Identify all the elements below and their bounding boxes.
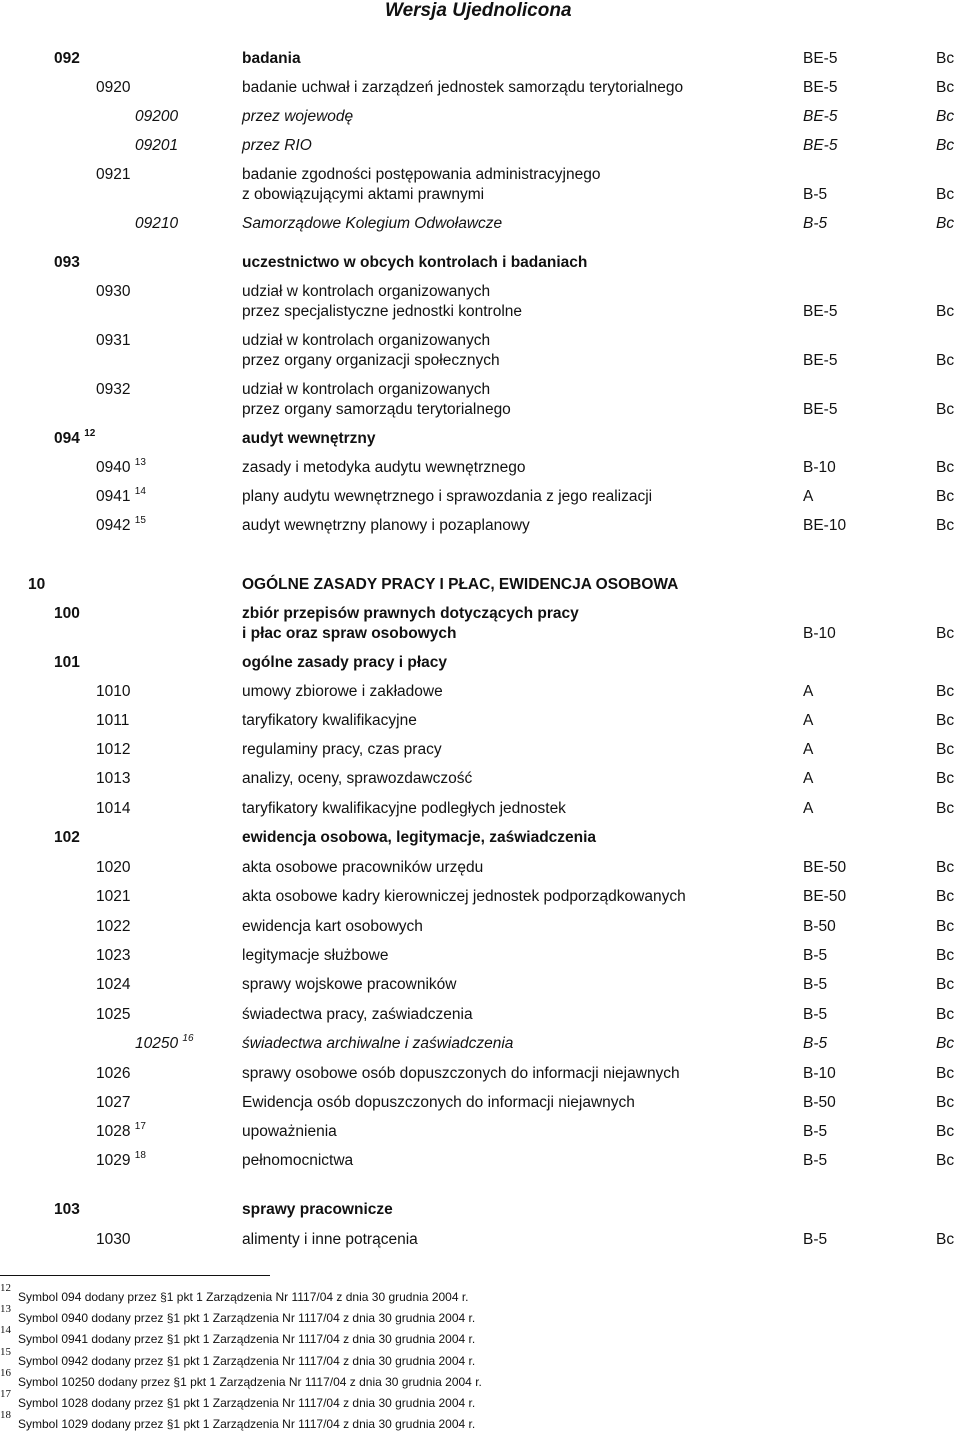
cell-category: Bc bbox=[936, 770, 955, 787]
archive-category: A bbox=[803, 712, 814, 729]
archive-category: B-10 bbox=[803, 1065, 836, 1082]
table-row bbox=[0, 1005, 960, 1025]
footnote-number: 16 bbox=[0, 1366, 11, 1379]
row-symbol bbox=[54, 828, 80, 848]
row-description: udział w kontrolach organizowanych bbox=[242, 381, 491, 398]
symbol-code: 1012 bbox=[96, 741, 131, 758]
symbol-code: 1029 bbox=[96, 1152, 131, 1169]
row-symbol bbox=[135, 107, 178, 127]
footnote-text: Symbol 10250 dodany przez §1 pkt 1 Zarządzenia Nr 1117/04 z dnia 30 grudnia 2004 r. bbox=[18, 1374, 482, 1389]
archive-category: A bbox=[803, 741, 814, 758]
row-description: plany audytu wewnętrznego i sprawozdania z jego realizacji bbox=[242, 488, 653, 505]
footnote-number: 12 bbox=[0, 1282, 11, 1294]
table-row bbox=[0, 1064, 960, 1084]
archive-category: B-50 bbox=[803, 1094, 836, 1111]
table-row bbox=[0, 458, 960, 478]
row-symbol bbox=[96, 1064, 130, 1084]
row-symbol bbox=[96, 331, 130, 351]
table-row bbox=[0, 604, 960, 644]
cell-category: Bc bbox=[936, 488, 955, 505]
archive-category: BE-5 bbox=[803, 79, 838, 96]
symbol-code: 1028 bbox=[96, 1123, 131, 1140]
row-description: regulaminy pracy, czas pracy bbox=[242, 741, 442, 758]
row-description: taryfikatory kwalifikacyjne podległych jednostek bbox=[242, 800, 566, 817]
row-symbol bbox=[96, 282, 130, 302]
symbol-code: 1027 bbox=[96, 1094, 131, 1111]
row-description: badania bbox=[242, 50, 301, 67]
row-symbol bbox=[54, 253, 80, 273]
archive-category: B-5 bbox=[803, 186, 828, 203]
row-description: akta osobowe pracowników urzędu bbox=[242, 859, 484, 876]
archive-category: BE-5 bbox=[803, 352, 838, 369]
cell-category: Bc bbox=[936, 137, 955, 154]
table-row bbox=[0, 516, 960, 536]
row-description: sprawy wojskowe pracowników bbox=[242, 976, 457, 993]
cell-category: Bc bbox=[936, 976, 955, 993]
archive-category: BE-5 bbox=[803, 50, 838, 67]
row-symbol bbox=[96, 1093, 130, 1113]
row-description: z obowiązującymi aktami prawnymi bbox=[242, 186, 485, 203]
symbol-code: 1023 bbox=[96, 947, 131, 964]
archive-category: A bbox=[803, 770, 814, 787]
footnote-text: Symbol 1028 dodany przez §1 pkt 1 Zarządzenia Nr 1117/04 z dnia 30 grudnia 2004 r. bbox=[18, 1396, 476, 1410]
footnote-ref: 12 bbox=[84, 427, 96, 439]
symbol-code: 09200 bbox=[135, 108, 179, 125]
footnote-text: Symbol 1029 dodany przez §1 pkt 1 Zarządzenia Nr 1117/04 z dnia 30 grudnia 2004 r. bbox=[18, 1417, 476, 1432]
footnote-text: Symbol 094 dodany przez §1 pkt 1 Zarządzenia Nr 1117/04 z dnia 30 grudnia 2004 r. bbox=[18, 1290, 469, 1304]
table-row bbox=[0, 858, 960, 878]
archive-category: A bbox=[803, 800, 814, 817]
row-symbol bbox=[96, 711, 129, 731]
row-description: przez RIO bbox=[242, 137, 312, 154]
symbol-code: 092 bbox=[54, 50, 80, 67]
table-row bbox=[0, 917, 960, 937]
symbol-code: 0920 bbox=[96, 79, 131, 96]
footnote-text: Symbol 0941 dodany przez §1 pkt 1 Zarządzenia Nr 1117/04 z dnia 30 grudnia 2004 r. bbox=[18, 1332, 476, 1347]
table-row bbox=[0, 1034, 960, 1054]
row-description: przez wojewodę bbox=[242, 108, 354, 125]
table-row bbox=[0, 78, 960, 98]
row-description: świadectwa archiwalne i zaświadczenia bbox=[242, 1035, 514, 1052]
table-row bbox=[0, 575, 960, 595]
footnote bbox=[0, 1303, 960, 1325]
archive-category: BE-5 bbox=[803, 303, 838, 320]
table-row bbox=[0, 887, 960, 907]
archive-category: A bbox=[803, 683, 814, 700]
footnote bbox=[0, 1409, 960, 1431]
footnote-ref: 18 bbox=[134, 1149, 146, 1161]
row-description: upoważnienia bbox=[242, 1123, 337, 1140]
row-description: ewidencja osobowa, legitymacje, zaświadczenia bbox=[242, 829, 597, 846]
row-symbol bbox=[96, 682, 130, 702]
row-symbol bbox=[96, 1230, 130, 1250]
row-symbol bbox=[96, 799, 130, 819]
row-description: alimenty i inne potrącenia bbox=[242, 1231, 418, 1248]
cell-category: Bc bbox=[936, 517, 955, 534]
archive-category: BE-50 bbox=[803, 888, 847, 905]
symbol-code: 1020 bbox=[96, 859, 131, 876]
archive-category: B-5 bbox=[803, 215, 828, 232]
row-description: pełnomocnictwa bbox=[242, 1152, 354, 1169]
table-row bbox=[0, 711, 960, 731]
footnote bbox=[0, 1324, 960, 1346]
footnote-rule bbox=[0, 1275, 270, 1276]
cell-category: Bc bbox=[936, 741, 955, 758]
row-description: ewidencja kart osobowych bbox=[242, 918, 423, 935]
row-symbol bbox=[96, 78, 130, 98]
symbol-code: 10250 bbox=[135, 1035, 179, 1052]
cell-category: Bc bbox=[936, 108, 955, 125]
row-description: audyt wewnętrzny bbox=[242, 430, 376, 447]
symbol-code: 09201 bbox=[135, 137, 179, 154]
row-description: zbiór przepisów prawnych dotyczących pracy bbox=[242, 605, 579, 622]
symbol-code: 1013 bbox=[96, 770, 131, 787]
symbol-code: 09210 bbox=[135, 215, 179, 232]
row-symbol bbox=[135, 1034, 194, 1054]
cell-category: Bc bbox=[936, 186, 955, 203]
cell-category: Bc bbox=[936, 352, 955, 369]
cell-category: Bc bbox=[936, 888, 955, 905]
row-description: Ewidencja osób dopuszczonych do informacji niejawnych bbox=[242, 1094, 635, 1111]
row-symbol bbox=[135, 214, 178, 234]
footnote-number: 13 bbox=[0, 1303, 11, 1316]
table-row bbox=[0, 282, 960, 322]
row-symbol bbox=[96, 946, 130, 966]
archive-category: BE-5 bbox=[803, 401, 838, 418]
archive-category: B-5 bbox=[803, 1231, 828, 1248]
row-description: akta osobowe kadry kierowniczej jednostek podporządkowanych bbox=[242, 888, 686, 905]
symbol-code: 1011 bbox=[96, 712, 130, 729]
symbol-code: 1014 bbox=[96, 800, 131, 817]
cell-category: Bc bbox=[936, 1152, 955, 1169]
row-symbol bbox=[135, 136, 178, 156]
archive-category: B-5 bbox=[803, 947, 828, 964]
row-description: Samorządowe Kolegium Odwoławcze bbox=[242, 215, 503, 232]
row-description: audyt wewnętrzny planowy i pozaplanowy bbox=[242, 517, 530, 534]
row-symbol bbox=[28, 575, 45, 595]
table-row bbox=[0, 487, 960, 507]
table-row bbox=[0, 49, 960, 69]
footnote-number: 14 bbox=[0, 1324, 11, 1337]
table-row bbox=[0, 331, 960, 371]
archive-category: B-10 bbox=[803, 459, 836, 476]
archive-category: A bbox=[803, 488, 814, 505]
row-symbol bbox=[54, 429, 95, 449]
row-description: umowy zbiorowe i zakładowe bbox=[242, 683, 443, 700]
table-row bbox=[0, 1200, 960, 1220]
table-row bbox=[0, 653, 960, 673]
row-symbol bbox=[96, 917, 130, 937]
row-symbol bbox=[96, 769, 130, 789]
table-row bbox=[0, 253, 960, 273]
table-row bbox=[0, 107, 960, 127]
symbol-code: 1026 bbox=[96, 1065, 131, 1082]
footnote-text: Symbol 0940 dodany przez §1 pkt 1 Zarządzenia Nr 1117/04 z dnia 30 grudnia 2004 r. bbox=[18, 1311, 476, 1326]
symbol-code: 0940 bbox=[96, 459, 131, 476]
table-row bbox=[0, 214, 960, 234]
cell-category: Bc bbox=[936, 1065, 955, 1082]
row-description: sprawy osobowe osób dopuszczonych do informacji niejawnych bbox=[242, 1065, 680, 1082]
row-symbol bbox=[96, 1122, 146, 1142]
row-description: zasady i metodyka audytu wewnętrznego bbox=[242, 459, 526, 476]
symbol-code: 094 bbox=[54, 430, 80, 447]
row-description: badanie uchwał i zarządzeń jednostek samorządu terytorialnego bbox=[242, 79, 684, 96]
footnote-ref: 17 bbox=[134, 1120, 146, 1132]
document-header: Wersja Ujednolicona bbox=[385, 0, 572, 21]
row-symbol bbox=[54, 49, 80, 69]
symbol-code: 0931 bbox=[96, 332, 131, 349]
row-description: przez organy samorządu terytorialnego bbox=[242, 401, 511, 418]
row-description: badanie zgodności postępowania administracyjnego bbox=[242, 166, 601, 183]
row-description: sprawy pracownicze bbox=[242, 1201, 393, 1218]
symbol-code: 101 bbox=[54, 654, 80, 671]
footnote-ref: 13 bbox=[134, 456, 146, 468]
archive-category: BE-10 bbox=[803, 517, 847, 534]
cell-category: Bc bbox=[936, 303, 955, 320]
archive-category: B-5 bbox=[803, 1152, 828, 1169]
row-description: taryfikatory kwalifikacyjne bbox=[242, 712, 417, 729]
cell-category: Bc bbox=[936, 918, 955, 935]
cell-category: Bc bbox=[936, 947, 955, 964]
cell-category: Bc bbox=[936, 401, 955, 418]
row-description: udział w kontrolach organizowanych bbox=[242, 283, 491, 300]
symbol-code: 1030 bbox=[96, 1231, 131, 1248]
archive-category: B-5 bbox=[803, 1006, 828, 1023]
table-row bbox=[0, 1093, 960, 1113]
symbol-code: 0921 bbox=[96, 166, 131, 183]
archive-category: B-10 bbox=[803, 625, 836, 642]
cell-category: Bc bbox=[936, 215, 955, 232]
footnote-ref: 14 bbox=[134, 485, 146, 497]
symbol-code: 10 bbox=[28, 576, 46, 593]
cell-category: Bc bbox=[936, 800, 955, 817]
table-row bbox=[0, 136, 960, 156]
footnote-ref: 16 bbox=[182, 1032, 194, 1044]
symbol-code: 102 bbox=[54, 829, 80, 846]
cell-category: Bc bbox=[936, 79, 955, 96]
row-description: ogólne zasady pracy i płacy bbox=[242, 654, 448, 671]
row-symbol bbox=[96, 1005, 130, 1025]
archive-category: BE-50 bbox=[803, 859, 847, 876]
table-row bbox=[0, 1230, 960, 1250]
table-row bbox=[0, 1151, 960, 1171]
row-description: i płac oraz spraw osobowych bbox=[242, 625, 457, 642]
table-row bbox=[0, 1122, 960, 1142]
row-description: udział w kontrolach organizowanych bbox=[242, 332, 491, 349]
symbol-code: 100 bbox=[54, 605, 80, 622]
table-row bbox=[0, 740, 960, 760]
footnote-ref: 15 bbox=[134, 514, 146, 526]
cell-category: Bc bbox=[936, 1035, 955, 1052]
row-description: przez specjalistyczne jednostki kontrolne bbox=[242, 303, 522, 320]
footnote bbox=[0, 1346, 960, 1368]
row-description: uczestnictwo w obcych kontrolach i badaniach bbox=[242, 254, 588, 271]
row-symbol bbox=[96, 487, 146, 507]
footnote-number: 17 bbox=[0, 1388, 11, 1400]
table-row bbox=[0, 769, 960, 789]
table-row bbox=[0, 429, 960, 449]
table-row bbox=[0, 946, 960, 966]
row-symbol bbox=[54, 604, 80, 624]
row-symbol bbox=[54, 653, 80, 673]
table-row bbox=[0, 380, 960, 420]
symbol-code: 0941 bbox=[96, 488, 131, 505]
footnote bbox=[0, 1388, 960, 1410]
archive-category: B-5 bbox=[803, 976, 828, 993]
row-symbol bbox=[96, 380, 130, 400]
cell-category: Bc bbox=[936, 50, 955, 67]
cell-category: Bc bbox=[936, 1231, 955, 1248]
archive-category: B-50 bbox=[803, 918, 836, 935]
symbol-code: 0932 bbox=[96, 381, 131, 398]
archive-category: BE-5 bbox=[803, 137, 838, 154]
row-description: analizy, oceny, sprawozdawczość bbox=[242, 770, 473, 787]
row-symbol bbox=[96, 887, 130, 907]
cell-category: Bc bbox=[936, 712, 955, 729]
row-symbol bbox=[96, 458, 146, 478]
archive-category: BE-5 bbox=[803, 108, 838, 125]
row-symbol bbox=[96, 975, 130, 995]
cell-category: Bc bbox=[936, 459, 955, 476]
footnote-number: 15 bbox=[0, 1345, 11, 1358]
cell-category: Bc bbox=[936, 1094, 955, 1111]
symbol-code: 0942 bbox=[96, 517, 131, 534]
row-description: OGÓLNE ZASADY PRACY I PŁAC, EWIDENCJA OSOBOWA bbox=[242, 576, 679, 593]
row-symbol bbox=[54, 1200, 80, 1220]
row-symbol bbox=[96, 1151, 146, 1171]
cell-category: Bc bbox=[936, 859, 955, 876]
symbol-code: 1010 bbox=[96, 683, 131, 700]
symbol-code: 093 bbox=[54, 254, 80, 271]
symbol-code: 1025 bbox=[96, 1006, 131, 1023]
cell-category: Bc bbox=[936, 1123, 955, 1140]
row-description: świadectwa pracy, zaświadczenia bbox=[242, 1006, 473, 1023]
table-row bbox=[0, 165, 960, 205]
cell-category: Bc bbox=[936, 625, 955, 642]
row-symbol bbox=[96, 165, 130, 185]
cell-category: Bc bbox=[936, 1006, 955, 1023]
footnote bbox=[0, 1367, 960, 1389]
symbol-code: 103 bbox=[54, 1201, 80, 1218]
symbol-code: 1024 bbox=[96, 976, 131, 993]
footnote-number: 18 bbox=[0, 1409, 11, 1422]
row-symbol bbox=[96, 858, 130, 878]
cell-category: Bc bbox=[936, 683, 955, 700]
row-description: przez organy organizacji społecznych bbox=[242, 352, 500, 369]
archive-category: B-5 bbox=[803, 1123, 828, 1140]
row-symbol bbox=[96, 516, 146, 536]
symbol-code: 1021 bbox=[96, 888, 131, 905]
table-row bbox=[0, 975, 960, 995]
footnote bbox=[0, 1282, 960, 1304]
table-row bbox=[0, 799, 960, 819]
table-row bbox=[0, 682, 960, 702]
footnote-text: Symbol 0942 dodany przez §1 pkt 1 Zarządzenia Nr 1117/04 z dnia 30 grudnia 2004 r. bbox=[18, 1353, 476, 1368]
row-description: legitymacje służbowe bbox=[242, 947, 389, 964]
table-row bbox=[0, 828, 960, 848]
archive-category: B-5 bbox=[803, 1035, 828, 1052]
symbol-code: 0930 bbox=[96, 283, 131, 300]
symbol-code: 1022 bbox=[96, 918, 131, 935]
row-symbol bbox=[96, 740, 130, 760]
